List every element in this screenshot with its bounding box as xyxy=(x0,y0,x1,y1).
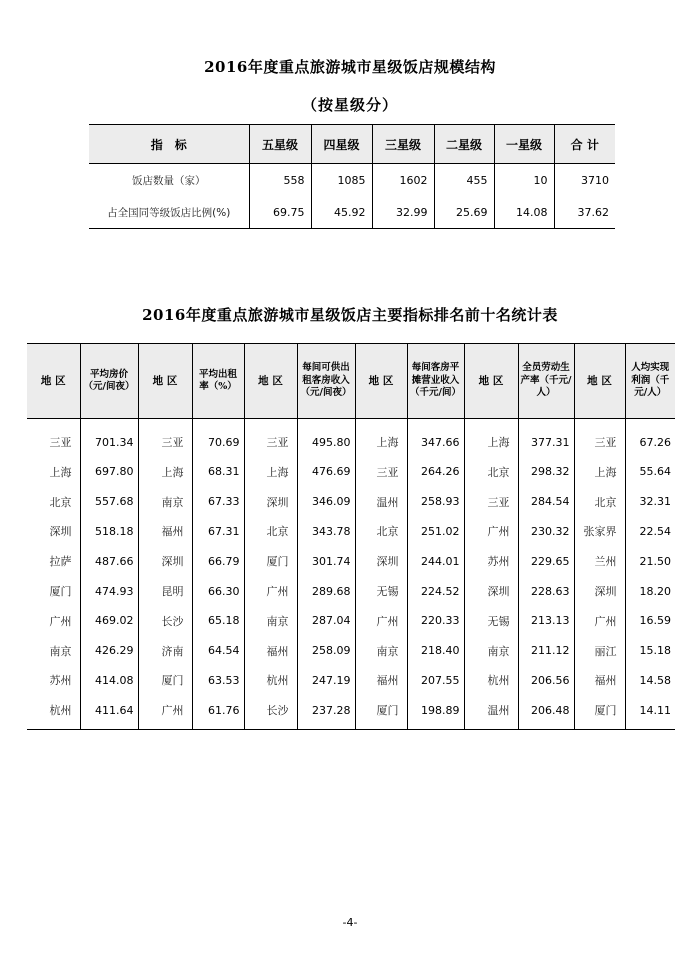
region-cell: 南京 xyxy=(244,606,297,636)
value-cell: 22.54 xyxy=(625,517,675,547)
value-cell: 251.02 xyxy=(407,517,464,547)
value-cell: 426.29 xyxy=(80,636,138,666)
region-cell: 广州 xyxy=(574,606,625,636)
value-cell: 14.11 xyxy=(625,695,675,729)
region-cell: 上海 xyxy=(244,457,297,487)
region-cell: 拉萨 xyxy=(49,555,72,569)
region-cell: 上海 xyxy=(574,457,625,487)
value-cell: 1602 xyxy=(372,164,434,197)
value-cell: 65.18 xyxy=(192,606,244,636)
region-cell: 福州 xyxy=(138,517,192,547)
value-cell: 701.34 xyxy=(80,419,138,458)
value-cell: 198.89 xyxy=(407,695,464,729)
region-cell: 张家界 xyxy=(574,517,625,547)
region-cell: 温州 xyxy=(355,487,407,517)
value-cell: 68.31 xyxy=(192,457,244,487)
table1-subtitle: （按星级分） xyxy=(301,96,398,114)
value-cell: 45.92 xyxy=(311,196,372,229)
region-cell: 福州 xyxy=(574,666,625,696)
value-cell: 206.56 xyxy=(518,666,574,696)
value-cell: 70.69 xyxy=(192,419,244,458)
value-cell: 218.40 xyxy=(407,636,464,666)
table-row xyxy=(27,666,675,696)
table-row xyxy=(27,636,675,666)
region-header: 地 区 xyxy=(574,344,625,419)
region-cell: 广州 xyxy=(138,695,192,729)
region-cell: 温州 xyxy=(464,695,518,729)
region-cell: 上海 xyxy=(49,465,72,479)
value-cell: 220.33 xyxy=(407,606,464,636)
table-row xyxy=(27,517,675,547)
value-cell: 264.26 xyxy=(407,457,464,487)
region-cell: 上海 xyxy=(355,419,407,458)
value-cell: 32.31 xyxy=(625,487,675,517)
value-cell: 414.08 xyxy=(80,666,138,696)
table-row xyxy=(89,164,615,197)
region-cell: 杭州 xyxy=(244,666,297,696)
region-cell: 三亚 xyxy=(138,419,192,458)
value-cell: 32.99 xyxy=(372,196,434,229)
region-cell: 广州 xyxy=(244,576,297,606)
region-cell: 厦门 xyxy=(574,695,625,729)
value-cell: 55.64 xyxy=(625,457,675,487)
region-cell: 广州 xyxy=(49,614,72,628)
region-cell: 杭州 xyxy=(464,666,518,696)
value-cell: 411.64 xyxy=(80,695,138,729)
region-cell: 北京 xyxy=(464,457,518,487)
table-row xyxy=(27,695,675,729)
value-cell: 66.79 xyxy=(192,546,244,576)
value-cell: 518.18 xyxy=(80,517,138,547)
region-header: 地 区 xyxy=(464,344,518,419)
value-cell: 244.01 xyxy=(407,546,464,576)
value-cell: 258.09 xyxy=(297,636,355,666)
top-ten-ranking-table xyxy=(27,343,675,730)
value-cell: 3710 xyxy=(554,164,615,197)
table-row xyxy=(27,576,675,606)
region-cell: 济南 xyxy=(138,636,192,666)
table-row xyxy=(27,546,675,576)
region-cell: 厦门 xyxy=(244,546,297,576)
value-cell: 247.19 xyxy=(297,666,355,696)
value-cell: 495.80 xyxy=(297,419,355,458)
value-cell: 476.69 xyxy=(297,457,355,487)
region-cell: 北京 xyxy=(574,487,625,517)
value-cell: 301.74 xyxy=(297,546,355,576)
value-cell: 14.58 xyxy=(625,666,675,696)
indicator-header: 每间客房平摊营业收入（千元/间） xyxy=(407,344,464,419)
region-header: 地 区 xyxy=(355,344,407,419)
value-cell: 289.68 xyxy=(297,576,355,606)
value-cell: 206.48 xyxy=(518,695,574,729)
table1-title: 2016年度重点旅游城市星级饭店规模结构 xyxy=(204,58,496,76)
value-cell: 230.32 xyxy=(518,517,574,547)
region-header: 地 区 xyxy=(244,344,297,419)
value-cell: 343.78 xyxy=(297,517,355,547)
value-cell: 67.33 xyxy=(192,487,244,517)
value-cell: 346.09 xyxy=(297,487,355,517)
region-cell: 兰州 xyxy=(574,546,625,576)
table2-header-row xyxy=(27,344,675,419)
region-cell: 上海 xyxy=(464,419,518,458)
value-cell: 228.63 xyxy=(518,576,574,606)
table1-header-cell: 一星级 xyxy=(494,125,554,164)
region-cell: 厦门 xyxy=(138,666,192,696)
region-cell: 福州 xyxy=(355,666,407,696)
value-cell: 224.52 xyxy=(407,576,464,606)
region-cell: 厦门 xyxy=(49,585,72,599)
value-cell: 229.65 xyxy=(518,546,574,576)
table1-header-cell: 五星级 xyxy=(249,125,311,164)
indicator-header: 平均出租率（%） xyxy=(192,344,244,419)
value-cell: 207.55 xyxy=(407,666,464,696)
region-cell: 福州 xyxy=(244,636,297,666)
region-cell: 苏州 xyxy=(49,674,72,688)
table1-header-cell: 合 计 xyxy=(554,125,615,164)
region-cell: 三亚 xyxy=(49,436,72,449)
table1-header-cell: 四星级 xyxy=(311,125,372,164)
page-number: -4- xyxy=(342,916,358,929)
row-label: 饭店数量（家） xyxy=(132,174,206,187)
value-cell: 213.13 xyxy=(518,606,574,636)
value-cell: 237.28 xyxy=(297,695,355,729)
table-row xyxy=(27,487,675,517)
value-cell: 697.80 xyxy=(80,457,138,487)
region-cell: 北京 xyxy=(244,517,297,547)
table2-title: 2016年度重点旅游城市星级饭店主要指标排名前十名统计表 xyxy=(142,306,558,324)
indicator-header: 人均实现利润（千元/人） xyxy=(625,344,675,419)
region-cell: 三亚 xyxy=(244,419,297,458)
region-cell: 南京 xyxy=(355,636,407,666)
value-cell: 67.31 xyxy=(192,517,244,547)
region-cell: 深圳 xyxy=(49,525,72,539)
value-cell: 18.20 xyxy=(625,576,675,606)
value-cell: 258.93 xyxy=(407,487,464,517)
indicator-header: 平均房价（元/间夜） xyxy=(80,344,138,419)
region-cell: 广州 xyxy=(355,606,407,636)
region-cell: 北京 xyxy=(49,495,72,509)
value-cell: 347.66 xyxy=(407,419,464,458)
table-row xyxy=(27,457,675,487)
region-cell: 杭州 xyxy=(27,695,80,729)
table-row xyxy=(27,419,675,458)
region-cell: 南京 xyxy=(49,644,72,658)
indicator-header: 每间可供出租客房收入（元/间夜） xyxy=(297,344,355,419)
value-cell: 61.76 xyxy=(192,695,244,729)
table-row xyxy=(27,606,675,636)
region-cell: 三亚 xyxy=(355,457,407,487)
value-cell: 284.54 xyxy=(518,487,574,517)
region-header: 地 区 xyxy=(27,344,80,419)
table1-header-cell: 三星级 xyxy=(372,125,434,164)
value-cell: 557.68 xyxy=(80,487,138,517)
region-cell: 广州 xyxy=(464,517,518,547)
value-cell: 377.31 xyxy=(518,419,574,458)
region-cell: 上海 xyxy=(138,457,192,487)
region-cell: 南京 xyxy=(138,487,192,517)
value-cell: 474.93 xyxy=(80,576,138,606)
value-cell: 298.32 xyxy=(518,457,574,487)
row-label: 占全国同等级饭店比例(%) xyxy=(89,196,249,229)
region-cell: 北京 xyxy=(355,517,407,547)
star-scale-table xyxy=(89,124,615,229)
value-cell: 67.26 xyxy=(625,419,675,458)
region-cell: 三亚 xyxy=(464,487,518,517)
table1-header-cell: 指 标 xyxy=(89,125,249,164)
region-cell: 长沙 xyxy=(244,695,297,729)
value-cell: 21.50 xyxy=(625,546,675,576)
value-cell: 25.69 xyxy=(434,196,494,229)
value-cell: 64.54 xyxy=(192,636,244,666)
value-cell: 455 xyxy=(434,164,494,197)
value-cell: 469.02 xyxy=(80,606,138,636)
value-cell: 10 xyxy=(494,164,554,197)
region-cell: 深圳 xyxy=(138,546,192,576)
value-cell: 15.18 xyxy=(625,636,675,666)
value-cell: 16.59 xyxy=(625,606,675,636)
value-cell: 63.53 xyxy=(192,666,244,696)
table1-header-cell: 二星级 xyxy=(434,125,494,164)
value-cell: 37.62 xyxy=(554,196,615,229)
region-cell: 深圳 xyxy=(464,576,518,606)
region-cell: 深圳 xyxy=(244,487,297,517)
region-cell: 深圳 xyxy=(355,546,407,576)
region-header: 地 区 xyxy=(138,344,192,419)
region-cell: 厦门 xyxy=(355,695,407,729)
value-cell: 287.04 xyxy=(297,606,355,636)
region-cell: 昆明 xyxy=(138,576,192,606)
region-cell: 南京 xyxy=(464,636,518,666)
value-cell: 14.08 xyxy=(494,196,554,229)
region-cell: 三亚 xyxy=(574,419,625,458)
value-cell: 69.75 xyxy=(249,196,311,229)
value-cell: 1085 xyxy=(311,164,372,197)
region-cell: 无锡 xyxy=(464,606,518,636)
indicator-header: 全员劳动生产率（千元/人） xyxy=(518,344,574,419)
table1-header-row xyxy=(89,125,615,164)
value-cell: 487.66 xyxy=(80,546,138,576)
region-cell: 丽江 xyxy=(574,636,625,666)
region-cell: 长沙 xyxy=(138,606,192,636)
region-cell: 无锡 xyxy=(355,576,407,606)
region-cell: 深圳 xyxy=(574,576,625,606)
value-cell: 558 xyxy=(249,164,311,197)
value-cell: 66.30 xyxy=(192,576,244,606)
value-cell: 211.12 xyxy=(518,636,574,666)
region-cell: 苏州 xyxy=(464,546,518,576)
table-row xyxy=(89,196,615,229)
